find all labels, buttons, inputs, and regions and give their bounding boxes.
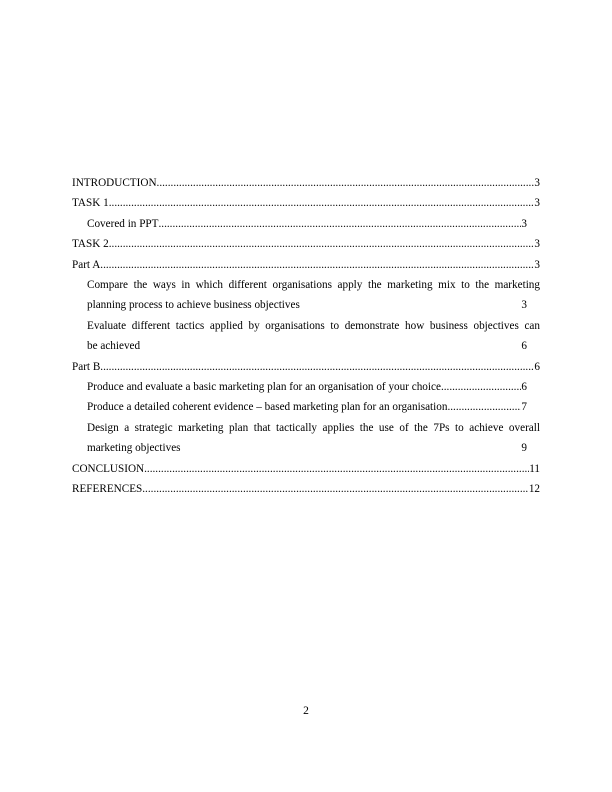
toc-entry-text: be achieved xyxy=(87,340,141,353)
toc-entry-text: REFERENCES xyxy=(72,483,143,496)
toc-entry-text: Produce a detailed coherent evidence – based marketing plan for an organisation xyxy=(87,401,448,414)
toc-leader-dots xyxy=(144,459,529,479)
toc-page-number: 6 xyxy=(521,381,527,394)
toc-entry-text-line-2 xyxy=(87,438,540,458)
toc-leader-dots xyxy=(157,173,535,193)
toc-entry-text: TASK 1 xyxy=(72,197,109,210)
toc-page-number: 3 xyxy=(534,258,540,271)
toc-leader-dots xyxy=(100,357,534,377)
toc-page-number: 6 xyxy=(534,360,540,373)
toc-leader-dots xyxy=(158,214,521,234)
toc-page-number: 3 xyxy=(534,197,540,210)
toc-entry-text: Design a strategic marketing plan that tactically applies the use of the 7Ps to achieve overall xyxy=(87,421,540,434)
page-number-footer: 2 xyxy=(303,705,309,717)
toc-leader-dots xyxy=(109,193,535,213)
toc-page-number: 3 xyxy=(521,217,527,230)
toc-entry-produce-basic-plan[interactable] xyxy=(72,377,540,397)
toc-page-number: 7 xyxy=(521,401,527,414)
toc-leader-dots xyxy=(109,234,535,254)
toc-page-number: 3 xyxy=(534,238,540,251)
toc-entry-text-line-2 xyxy=(87,295,540,315)
toc-entry-text: marketing objectives xyxy=(87,442,181,455)
toc-leader-dots xyxy=(447,397,521,417)
toc-page-number: 3 xyxy=(521,299,527,312)
toc-page-number: 11 xyxy=(529,462,540,475)
toc-entry-text-line-1 xyxy=(87,275,540,295)
toc-entry-design-strategic-plan[interactable] xyxy=(72,418,540,459)
toc-entry-references[interactable] xyxy=(72,479,540,499)
toc-entry-conclusion[interactable] xyxy=(72,459,540,479)
toc-leader-dots xyxy=(100,255,534,275)
toc-entry-text: Compare the ways in which different organisations apply the marketing mix to the marketing xyxy=(87,279,540,292)
toc-entry-text: planning process to achieve business objectives xyxy=(87,299,300,312)
toc-entry-text: Part B xyxy=(72,360,101,373)
toc-entry-text: Evaluate different tactics applied by organisations to demonstrate how business objectives can xyxy=(87,319,540,332)
toc-entry-part-b[interactable] xyxy=(72,357,540,377)
toc-entry-task-1[interactable] xyxy=(72,193,540,213)
toc-entry-text: Part A xyxy=(72,258,101,271)
toc-entry-compare[interactable] xyxy=(72,275,540,316)
toc-entry-text: Produce and evaluate a basic marketing plan for an organisation of your choice xyxy=(87,381,441,394)
toc-entry-task-2[interactable] xyxy=(72,234,540,254)
toc-entry-text: Covered in PPT xyxy=(87,217,159,230)
toc-page-number: 3 xyxy=(534,177,540,189)
toc-entry-text: INTRODUCTION xyxy=(72,177,157,189)
toc-leader-dots xyxy=(142,479,529,499)
toc-leader-dots xyxy=(441,377,521,397)
toc-page-number: 9 xyxy=(521,442,527,455)
toc-page-number: 12 xyxy=(528,483,540,496)
table-of-contents xyxy=(72,173,540,500)
toc-entry-covered-in-ppt[interactable] xyxy=(72,214,540,234)
toc-entry-text: TASK 2 xyxy=(72,238,109,251)
toc-entry-part-a[interactable] xyxy=(72,255,540,275)
toc-entry-introduction[interactable] xyxy=(72,173,540,193)
toc-entry-text-line-1 xyxy=(87,418,540,438)
toc-entry-text-line-2 xyxy=(87,336,540,356)
toc-entry-produce-detailed-plan[interactable] xyxy=(72,397,540,417)
toc-entry-evaluate[interactable] xyxy=(72,316,540,357)
toc-entry-text: CONCLUSION xyxy=(72,462,145,475)
toc-entry-text-line-1 xyxy=(87,316,540,336)
toc-page-number: 6 xyxy=(521,340,527,353)
